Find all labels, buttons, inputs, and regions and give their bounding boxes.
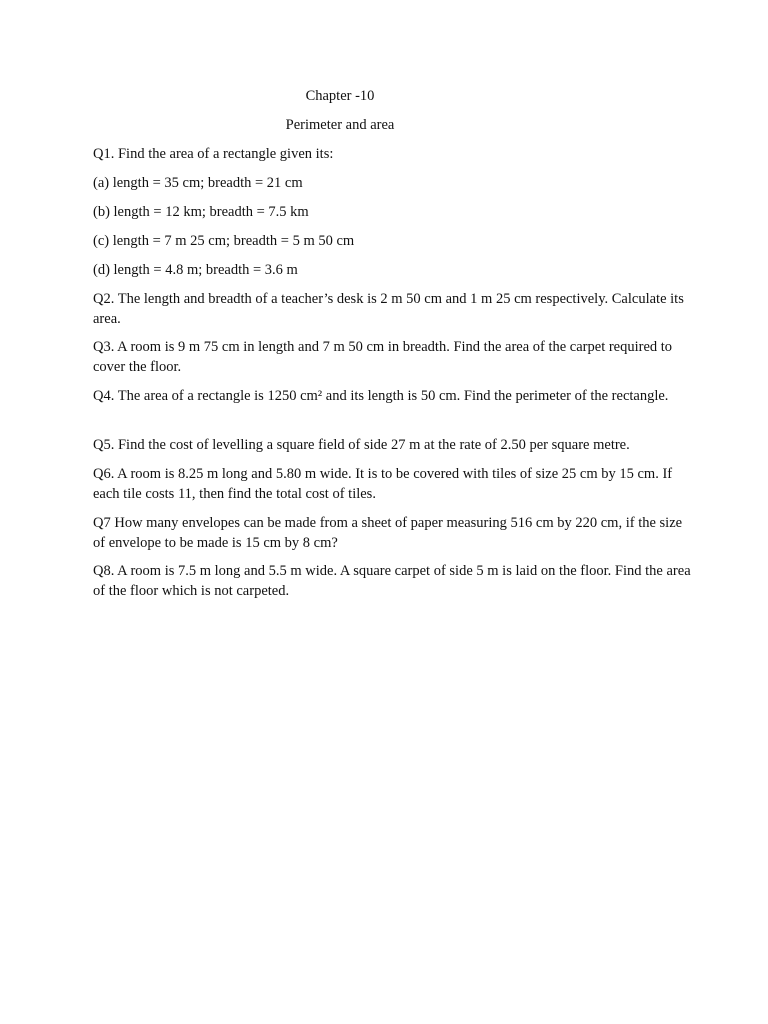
question-4: Q4. The area of a rectangle is 1250 cm² and its length is 50 cm. Find the perimeter of the rectangle. [93, 388, 669, 404]
question-1: Q1. Find the area of a rectangle given its: [93, 146, 334, 162]
question-1-part-c: (c) length = 7 m 25 cm; breadth = 5 m 50 cm [93, 233, 355, 249]
question-7: Q7 How many envelopes can be made from a sheet of paper measuring 516 cm by 220 cm, if the size of envelope to be made is 15 cm by 8 cm? [93, 515, 683, 551]
question-5: Q5. Find the cost of levelling a square field of side 27 m at the rate of 2.50 per square metre. [93, 437, 630, 453]
chapter-heading: Chapter -10 [305, 88, 375, 104]
question-6: Q6. A room is 8.25 m long and 5.80 m wide. It is to be covered with tiles of size 25 cm by 15 cm. If each tile costs 11, then find the total cost of tiles. [93, 466, 673, 502]
question-1-part-b: (b) length = 12 km; breadth = 7.5 km [93, 204, 309, 220]
question-2: Q2. The length and breadth of a teacher’s desk is 2 m 50 cm and 1 m 25 cm respectively. Calculate its area. [93, 291, 684, 327]
question-1-part-a: (a) length = 35 cm; breadth = 21 cm [93, 175, 303, 191]
question-8: Q8. A room is 7.5 m long and 5.5 m wide. A square carpet of side 5 m is laid on the floor. Find the area of the floor which is not carpeted. [93, 563, 691, 599]
question-1-part-d: (d) length = 4.8 m; breadth = 3.6 m [93, 262, 298, 278]
question-3: Q3. A room is 9 m 75 cm in length and 7 m 50 cm in breadth. Find the area of the carpet required to cover the floor. [93, 339, 673, 375]
page-title: Perimeter and area [285, 117, 395, 133]
